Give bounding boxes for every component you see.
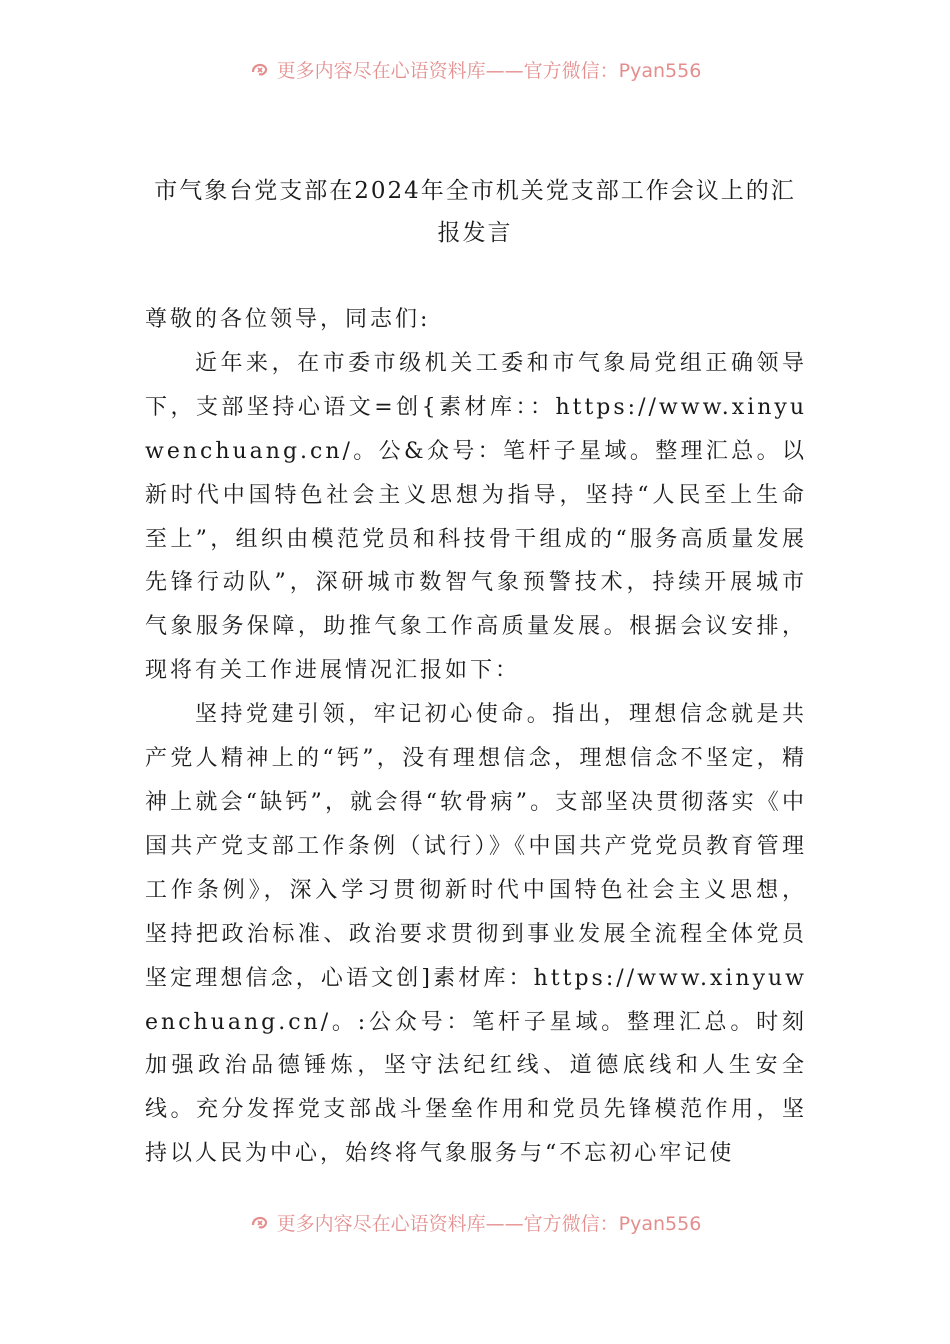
watermark-logo-icon <box>249 60 271 81</box>
body-paragraph: 坚持党建引领，牢记初心使命。指出，理想信念就是共产党人精神上的“钙”，没有理想信念，理想信念不坚定，精神上就会“缺钙”，就会得“软骨病”。支部坚决贯彻落实《中国共产党支部工作条例（试行）》《中国共产党党员教育管理工作条例》，深入学习贯彻新时代中国特色社会主义思想，坚持把政治标准、政治要求贯彻到事业发展全流程全体党员坚定理想信念，心语文创]素材库：https://www.xinyuwenchuang.cn/。:公众号：笔杆子星域。整理汇总。时刻加强政治品德锤炼，坚守法纪红线、道德底线和人生安全线。充分发挥党支部战斗堡垒作用和党员先锋模范作用，坚持以人民为中心，始终将气象服务与“不忘初心牢记使 <box>145 702 807 1167</box>
footer-watermark <box>0 1213 950 1239</box>
watermark-text: 更多内容尽在心语资料库——官方微信：Pyan556 <box>276 60 702 82</box>
salutation: 尊敬的各位领导，同志们: <box>145 307 431 332</box>
watermark-text: 更多内容尽在心语资料库——官方微信：Pyan556 <box>276 1213 702 1235</box>
document-body <box>145 298 807 1176</box>
body-paragraph: 近年来，在市委市级机关工委和市气象局党组正确领导下，支部坚持心语文=创{素材库：：https://www.xinyuwenchuang.cn/。公&众号：笔杆子星域。整理汇总。以新时代中国特色社会主义思想为指导，坚持“人民至上生命至上”，组织由模范党员和科技骨干组成的“服务高质量发展先锋行动队”，深研城市数智气象预警技术，持续开展城市气象服务保障，助推气象工作高质量发展。根据会议安排，现将有关工作进展情况汇报如下： <box>145 350 807 684</box>
document-title: 市气象台党支部在2024年全市机关党支部工作会议上的汇报发言 <box>154 178 796 246</box>
watermark-logo-icon <box>249 1213 271 1234</box>
header-watermark <box>0 60 950 86</box>
